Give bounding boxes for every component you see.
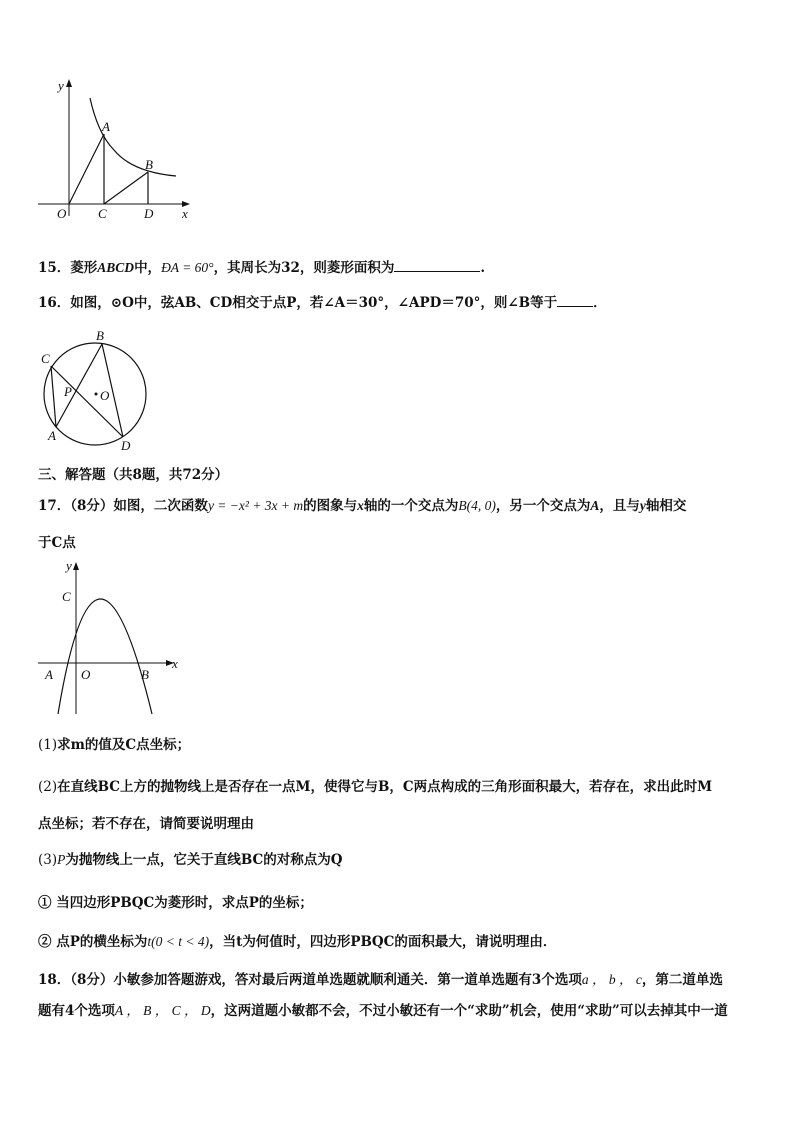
q18-line-2a: 题有4个选项 xyxy=(38,1003,115,1019)
label-P: P xyxy=(64,384,72,399)
q17-part-1-mark: (1) xyxy=(38,737,58,753)
q18-options-2: A ， B ， C ， D xyxy=(114,1003,211,1018)
segment-OA xyxy=(69,134,104,204)
q17-part-2-line-1 xyxy=(38,775,712,795)
label-C: C xyxy=(98,206,107,221)
q17-mid4: ，且与 xyxy=(599,498,640,514)
q18-line-2b: ，这两道题小敏都不会，不过小敏还有一个“求助”机会，使用“求助”可以去掉其中一道 xyxy=(210,1003,728,1019)
center-dot xyxy=(95,393,98,396)
label-O: O xyxy=(57,206,67,221)
q16-answer-blank[interactable] xyxy=(557,294,593,307)
q15-angle: ÐA = 60° xyxy=(161,260,214,275)
q17-A: A xyxy=(590,498,600,513)
q17-part-3 xyxy=(38,848,343,868)
q17-part-2-line-2: 点坐标；若不存在，请简要说明理由 xyxy=(38,816,254,832)
q17-point-B: B(4, 0) xyxy=(458,498,496,513)
q16-end: ． xyxy=(593,295,607,311)
figure-q16-circle xyxy=(36,326,156,456)
q17-yvar: y xyxy=(639,498,646,513)
question-16 xyxy=(38,291,607,311)
q15-text-1: 菱形 xyxy=(70,260,98,276)
label-B: B xyxy=(141,667,149,682)
q16-number: 16． xyxy=(38,295,71,311)
chord-AB xyxy=(56,344,102,427)
figure-q17-parabola xyxy=(36,556,186,716)
section-3-title: 三、解答题（共8题，共72分） xyxy=(38,467,229,483)
q15-number: 15． xyxy=(38,260,71,276)
question-18-line-2 xyxy=(38,999,728,1019)
q17-formula: y = −x² + 3x + m xyxy=(207,498,304,513)
q15-answer-blank[interactable] xyxy=(394,259,480,272)
question-15 xyxy=(38,256,485,276)
q16-text: 如图，⊙O中，弦AB、CD相交于点P，若∠A＝30°，∠APD＝70°，则∠B等于 xyxy=(70,295,558,311)
q15-rhombus-name: ABCD xyxy=(97,260,135,275)
q18-options-1: a ， b ， c xyxy=(581,972,642,987)
q17-part-3-case-2 xyxy=(38,930,556,950)
label-D: D xyxy=(144,206,154,221)
label-A: A xyxy=(102,119,110,134)
question-17-line-2: 于C点 xyxy=(38,535,76,551)
q17-part-3-mark: (3) xyxy=(38,852,58,868)
chord-CD xyxy=(51,366,123,437)
q17-mid3: ，另一个交点为 xyxy=(495,498,591,514)
label-B: B xyxy=(145,157,153,172)
q17-part-1-text: 求m的值及C点坐标； xyxy=(57,737,191,753)
q17-part-3-P: P xyxy=(57,852,66,867)
q17-xvar: x xyxy=(357,498,364,513)
label-y: y xyxy=(66,558,72,573)
label-A: A xyxy=(48,428,56,443)
q18-line-1a: 18．（8分）小敏参加答题游戏，答对最后两道单选题就顺利通关．第一道单选题有3个选项 xyxy=(38,972,582,988)
label-x: x xyxy=(182,206,188,221)
q15-text-2: 中， xyxy=(134,260,162,276)
label-D: D xyxy=(121,438,131,453)
segment-CA xyxy=(51,366,56,427)
y-axis-arrow-icon xyxy=(66,79,72,87)
question-17-line-1 xyxy=(38,494,686,514)
q17-mid5: 轴相交 xyxy=(645,498,687,514)
label-C: C xyxy=(62,589,71,604)
q17-part-1 xyxy=(38,733,190,753)
parabola-curve xyxy=(58,599,152,714)
q17-case-2-text-2: ，当t为何值时，四边形PBQC的面积最大，请说明理由． xyxy=(209,934,557,950)
figure-q14-graph xyxy=(36,76,196,224)
label-x: x xyxy=(172,656,178,671)
q17-head: 17．（8分）如图，二次函数 xyxy=(38,498,208,514)
label-O: O xyxy=(100,388,110,403)
q17-part-2-mark: (2) xyxy=(38,779,58,795)
label-y: y xyxy=(58,78,64,93)
question-18-line-1 xyxy=(38,968,723,988)
segment-CB xyxy=(104,172,148,204)
q17-part-3-case-1: ① 当四边形PBQC为菱形时，求点P的坐标； xyxy=(38,895,313,911)
label-O: O xyxy=(81,667,91,682)
y-axis-arrow-icon xyxy=(73,562,79,570)
label-B: B xyxy=(96,328,104,343)
q15-text-3: ，其周长为32，则菱形面积为 xyxy=(213,260,395,276)
label-C: C xyxy=(41,351,50,366)
q18-line-1b: ，第二道单选 xyxy=(641,972,723,988)
q15-end: . xyxy=(480,260,486,276)
q17-part-3-text: 为抛物线上一点，它关于直线BC的对称点为Q xyxy=(65,852,343,868)
q17-case-2-condition: t(0 < t < 4) xyxy=(147,934,210,949)
q17-case-2-text-1: ② 点P的横坐标为 xyxy=(38,934,148,950)
q17-mid2: 轴的一个交点为 xyxy=(363,498,459,514)
label-A: A xyxy=(45,667,53,682)
q17-mid: 的图象与 xyxy=(303,498,358,514)
q17-part-2-text: 在直线BC上方的抛物线上是否存在一点M，使得它与B，C两点构成的三角形面积最大，若存在，求出此时M xyxy=(57,779,713,795)
